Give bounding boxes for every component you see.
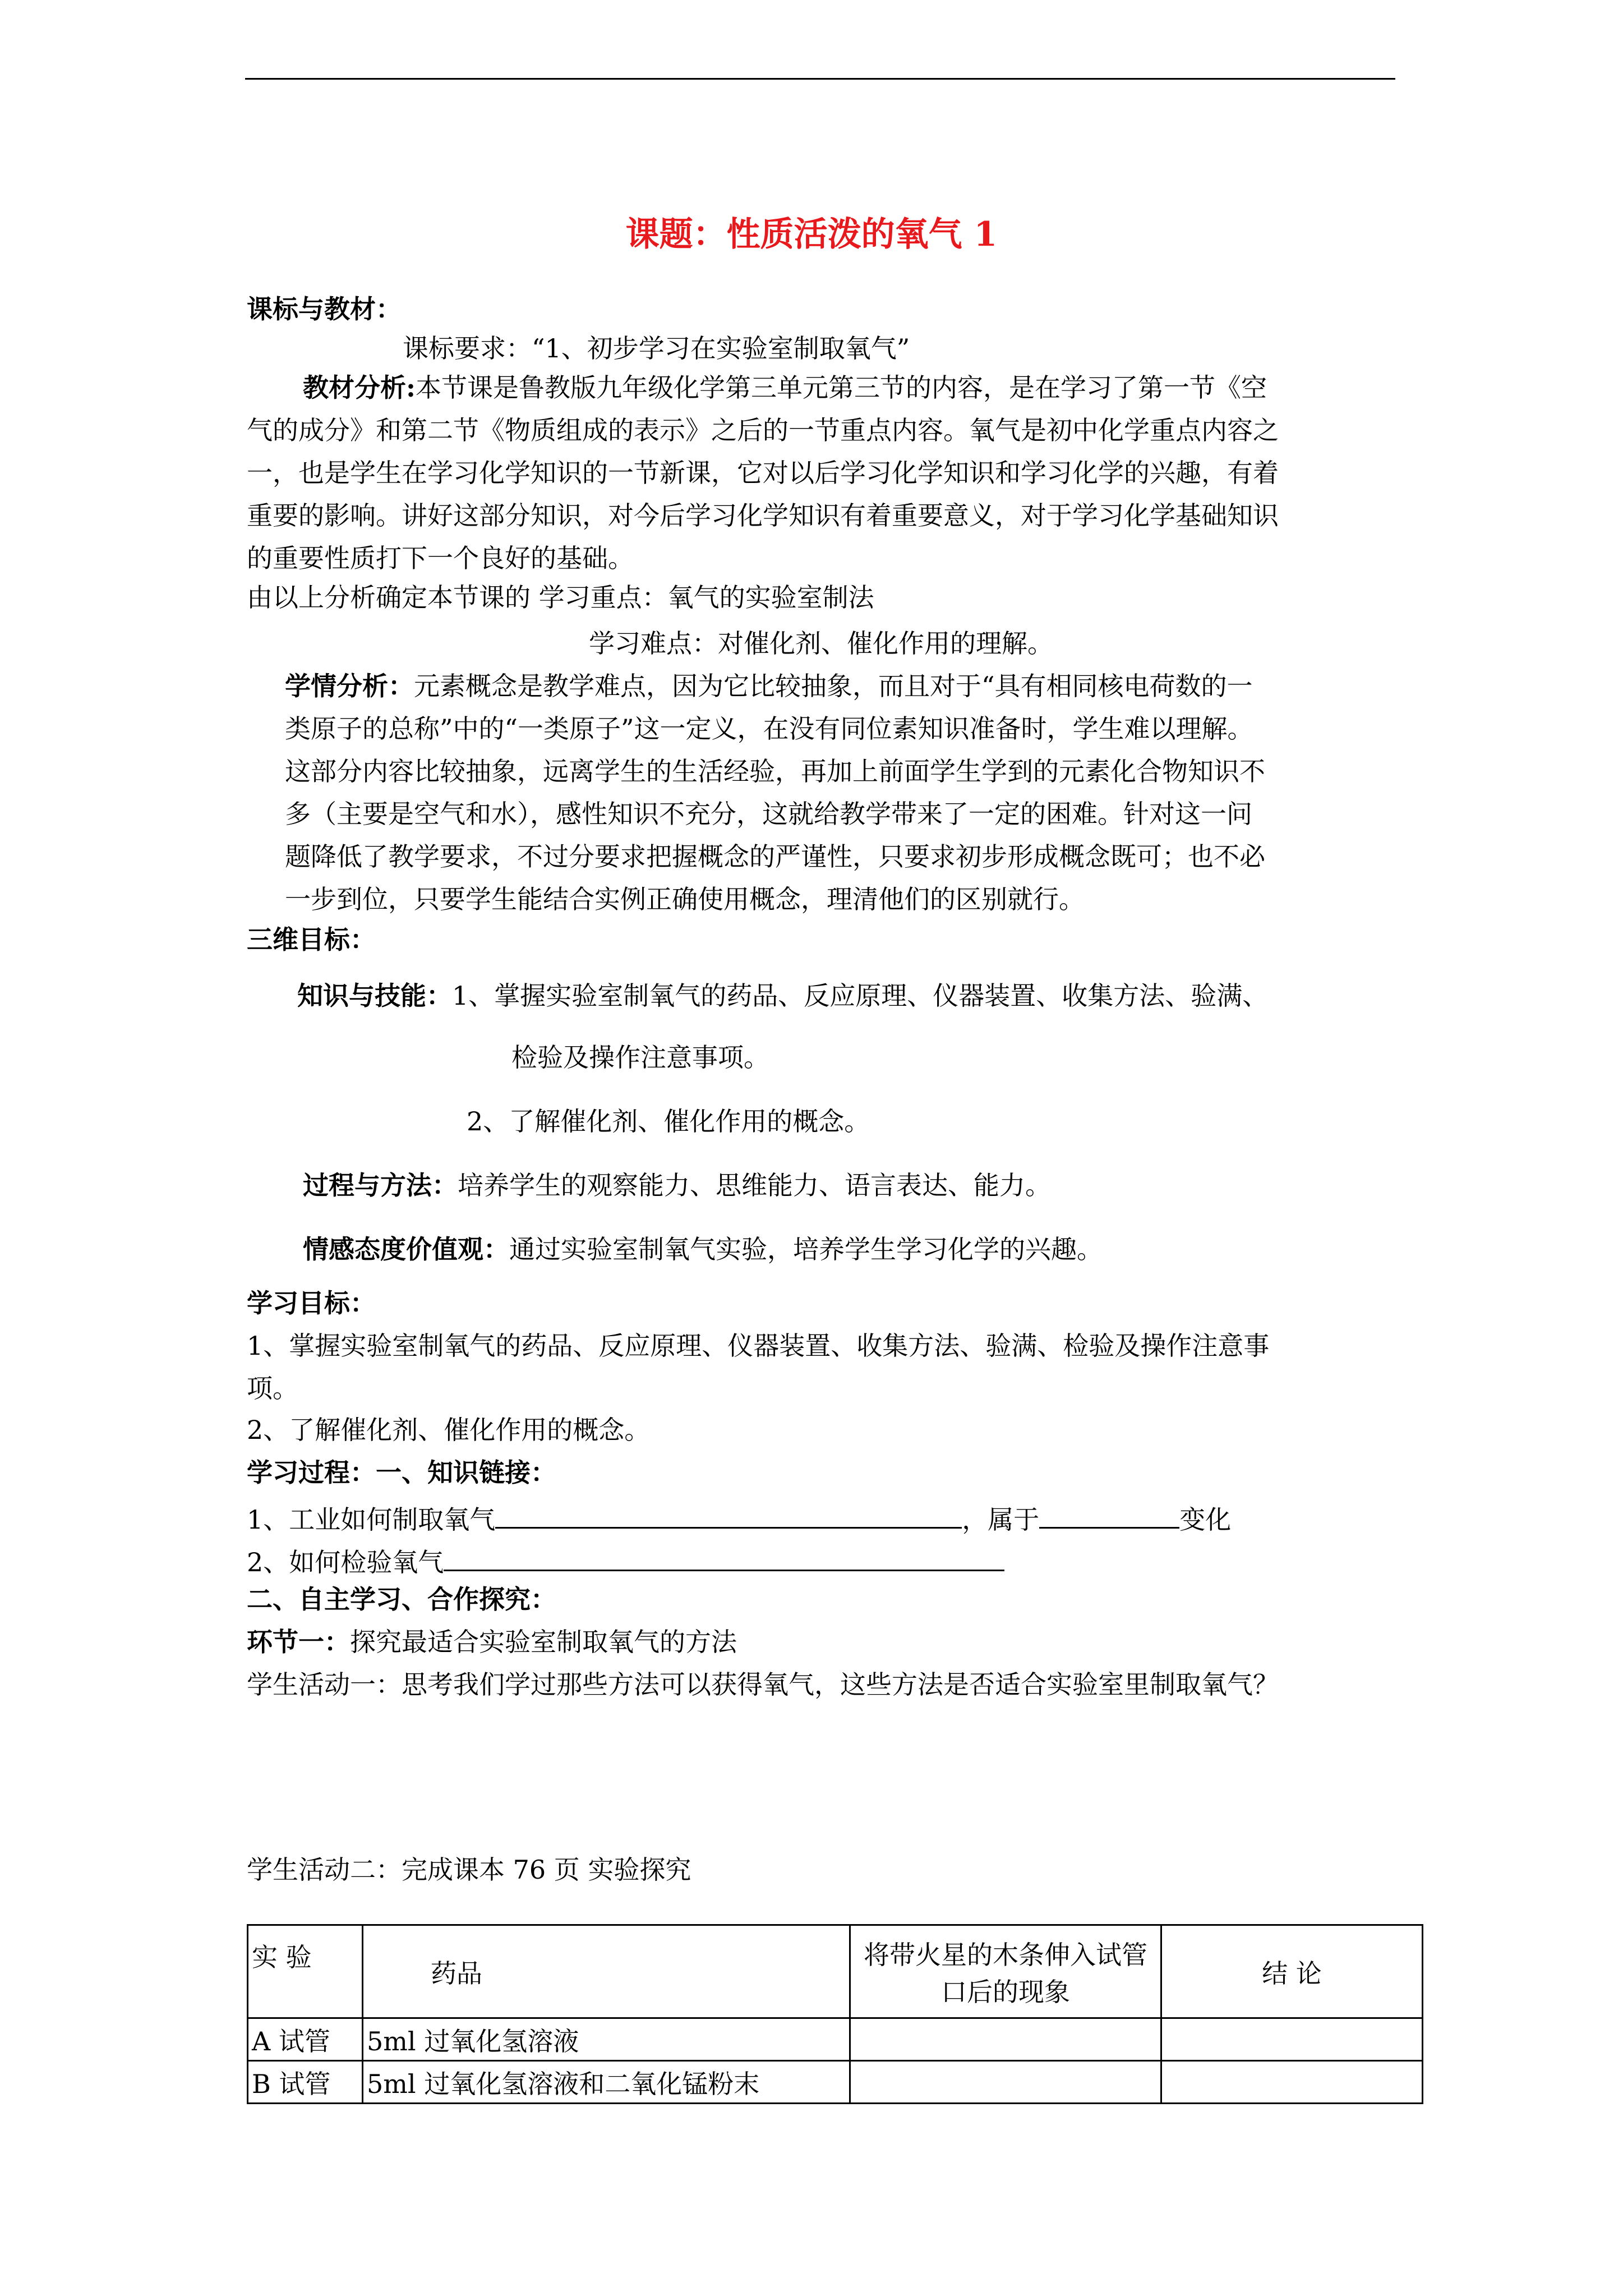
header-conclusion: 结 论 [1161, 1925, 1423, 2018]
analysis-line-1: 教材分析:本节课是鲁教版九年级化学第三单元第三节的内容，是在学习了第一节《空 [303, 372, 1267, 403]
learning-goal-2: 2、了解催化剂、催化作用的概念。 [247, 1415, 651, 1445]
question-1: 1、工业如何制取氧气 ，属于 变化 [247, 1502, 1231, 1533]
experiment-table [247, 1924, 1423, 2104]
analysis-line-2: 气的成分》和第二节《物质组成的表示》之后的一节重点内容。氧气是初中化学重点内容之 [247, 415, 1279, 445]
table-row [248, 2018, 1423, 2061]
cell-tube: A 试管 [248, 2018, 363, 2061]
knowledge-line-1: 知识与技能：1、掌握实验室制氧气的药品、反应原理、仪器装置、收集方法、验满、 [297, 981, 1269, 1011]
analysis-label: 教材分析: [303, 372, 416, 403]
cell-conclusion[interactable] [1161, 2018, 1423, 2061]
analysis-line-5: 的重要性质打下一个良好的基础。 [247, 543, 634, 573]
cell-conclusion[interactable] [1161, 2061, 1423, 2104]
answer-blank-3[interactable] [444, 1545, 1004, 1571]
difficulty-point: 学习难点：对催化剂、催化作用的理解。 [589, 628, 1053, 659]
student-activity-2: 学生活动二：完成课本 76 页 实验探究 [247, 1855, 691, 1885]
question-2: 2、如何检验氧气 [247, 1545, 1004, 1575]
cell-reagent: 5ml 过氧化氢溶液 [363, 2018, 850, 2061]
header-rule [245, 78, 1395, 80]
student-line-3: 这部分内容比较抽象，远离学生的生活经验，再加上前面学生学到的元素化合物知识不 [285, 756, 1265, 786]
answer-blank-2[interactable] [1039, 1502, 1179, 1529]
section-heading-part2: 二、自主学习、合作探究： [247, 1584, 556, 1614]
answer-blank-1[interactable] [495, 1502, 962, 1529]
cell-phenomenon[interactable] [850, 2018, 1161, 2061]
analysis-line-3: 一，也是学生在学习化学知识的一节新课，它对以后学习化学知识和学习化学的兴趣，有着 [247, 458, 1279, 488]
page-title: 课题：性质活泼的氧气 1 [625, 215, 998, 254]
header-experiment: 实 验 [248, 1925, 363, 2018]
process-label: 过程与方法： [303, 1170, 458, 1200]
analysis-line-4: 重要的影响。讲好这部分知识，对今后学习化学知识有着重要意义，对于学习化学基础知识 [247, 500, 1279, 531]
curriculum-requirement: 课标要求：“1、初步学习在实验室制取氧气” [403, 333, 910, 364]
table-header-row [248, 1925, 1423, 2018]
cell-reagent: 5ml 过氧化氢溶液和二氧化锰粉末 [363, 2061, 850, 2104]
process-method: 过程与方法：培养学生的观察能力、思维能力、语言表达、能力。 [303, 1170, 1051, 1200]
student-activity-1: 学生活动一：思考我们学过那些方法可以获得氧气，这些方法是否适合实验室里制取氧气？ [247, 1669, 1279, 1700]
section-heading-process: 学习过程：一、知识链接： [247, 1457, 556, 1488]
link-1-label: 环节一： [247, 1627, 350, 1657]
header-reagent: 药品 [363, 1925, 850, 2018]
learning-goal-1-cont: 项。 [247, 1373, 298, 1404]
section-heading-learning-goals: 学习目标： [247, 1288, 376, 1318]
section-heading-curriculum: 课标与教材： [247, 294, 402, 324]
student-line-2: 类原子的总称”中的“一类原子”这一定义，在没有同位素知识准备时，学生难以理解。 [285, 714, 1253, 744]
student-line-5: 题降低了教学要求，不过分要求把握概念的严谨性，只要求初步形成概念既可；也不必 [285, 841, 1265, 872]
cell-phenomenon[interactable] [850, 2061, 1161, 2104]
student-line-4: 多（主要是空气和水），感性知识不充分，这就给教学带来了一定的困难。针对这一问 [285, 799, 1252, 829]
emotion-label: 情感态度价值观： [303, 1234, 509, 1264]
emotion-values: 情感态度价值观：通过实验室制氧气实验，培养学生学习化学的兴趣。 [303, 1234, 1103, 1264]
link-1: 环节一：探究最适合实验室制取氧气的方法 [247, 1627, 737, 1657]
student-analysis-label: 学情分析： [285, 671, 414, 701]
knowledge-line-3: 2、了解催化剂、催化作用的概念。 [467, 1106, 870, 1137]
knowledge-label: 知识与技能： [297, 981, 452, 1011]
header-phenomenon: 将带火星的木条伸入试管口后的现象 [850, 1925, 1161, 2018]
key-point: 由以上分析确定本节课的 学习重点：氧气的实验室制法 [247, 582, 874, 613]
student-line-6: 一步到位，只要学生能结合实例正确使用概念，理清他们的区别就行。 [285, 884, 1085, 914]
learning-goal-1: 1、掌握实验室制氧气的药品、反应原理、仪器装置、收集方法、验满、检验及操作注意事 [247, 1331, 1270, 1361]
cell-tube: B 试管 [248, 2061, 363, 2104]
knowledge-line-2: 检验及操作注意事项。 [511, 1042, 769, 1073]
table-row [248, 2061, 1423, 2104]
student-line-1: 学情分析：元素概念是教学难点，因为它比较抽象，而且对于“具有相同核电荷数的一 [285, 671, 1253, 701]
section-heading-goals: 三维目标： [247, 924, 376, 955]
